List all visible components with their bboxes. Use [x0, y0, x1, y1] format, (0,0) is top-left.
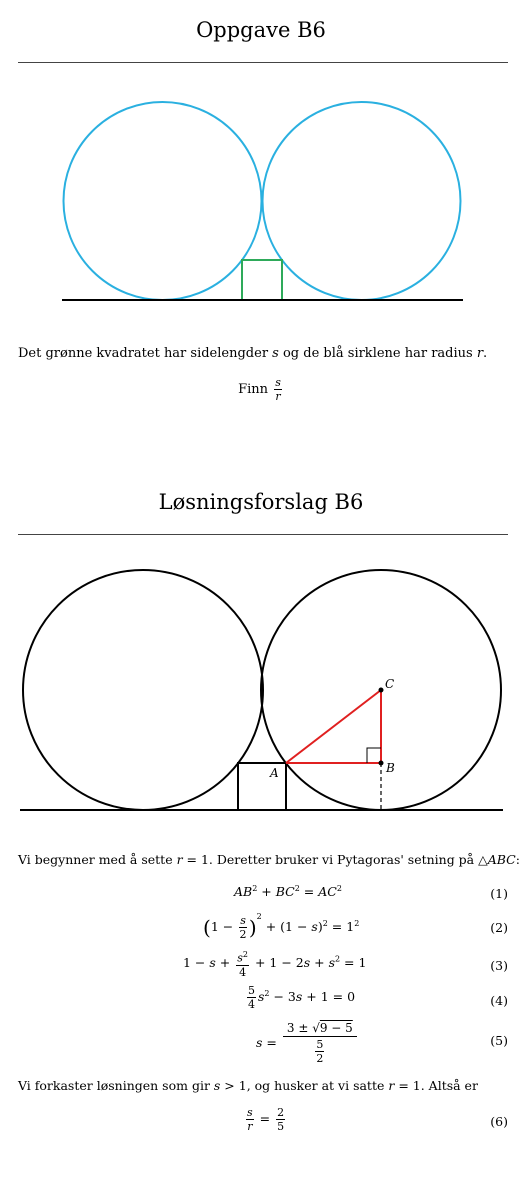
right-angle-mark — [367, 748, 381, 763]
equation-number-5: (5) — [490, 1033, 508, 1048]
solution-square — [238, 763, 286, 810]
problem-question: Finn $\frac{s}{r}$ — [238, 376, 281, 403]
solution-title: Løsningsforslag B6 — [158, 490, 364, 514]
equation-1: $AB^2 + BC^2 = AC^2$ — [234, 884, 342, 900]
equation-5: s = $\frac{3 \pm √9 - 5}{\frac{5}{2}}$ — [256, 1020, 359, 1065]
label-a: A — [270, 766, 279, 780]
label-b: B — [386, 761, 395, 775]
label-c: C — [385, 677, 395, 691]
equation-number-6: (6) — [490, 1114, 508, 1129]
solution-divider — [18, 534, 508, 535]
problem-title: Oppgave B6 — [196, 18, 326, 42]
solution-intro: Vi begynner med å sette r = 1. Deretter bruker vi Pytagoras' setning på △ABC: — [18, 852, 520, 867]
problem-statement: Det grønne kvadratet har sidelengder s og de blå sirklene har radius r. — [18, 346, 488, 361]
point-c — [379, 688, 384, 693]
title-divider — [18, 62, 508, 63]
point-b — [379, 761, 384, 766]
equation-number-2: (2) — [490, 920, 508, 935]
equation-number-3: (3) — [490, 958, 508, 973]
solution-circle-left — [23, 570, 263, 810]
equation-3: 1 − s + $\frac{s^2}{4}$ + $1 - 2s + s^2 = 1$ — [183, 950, 367, 979]
solution-figure — [0, 560, 522, 820]
equation-number-1: (1) — [490, 886, 508, 901]
ask-fraction: $\frac{s}{r}$ — [275, 376, 281, 403]
equation-6: $\frac{s}{r}$ = $\frac{2}{5}$ — [247, 1106, 285, 1133]
solution-outro: Vi forkaster løsningen som gir s > 1, og husker at vi satte r = 1. Altså er — [18, 1078, 478, 1093]
problem-figure — [0, 90, 522, 310]
equation-number-4: (4) — [490, 993, 508, 1008]
problem-square — [242, 260, 282, 300]
equation-2: (1 − $\frac{s}{2}$ )$^2 + (1 - s)^2 = 1^2$ — [203, 912, 360, 941]
problem-circle-left — [64, 102, 262, 300]
equation-4: $\frac{5}{4}$ $s^2 - 3s + 1 = 0$ — [248, 984, 356, 1011]
problem-circle-right — [263, 102, 461, 300]
